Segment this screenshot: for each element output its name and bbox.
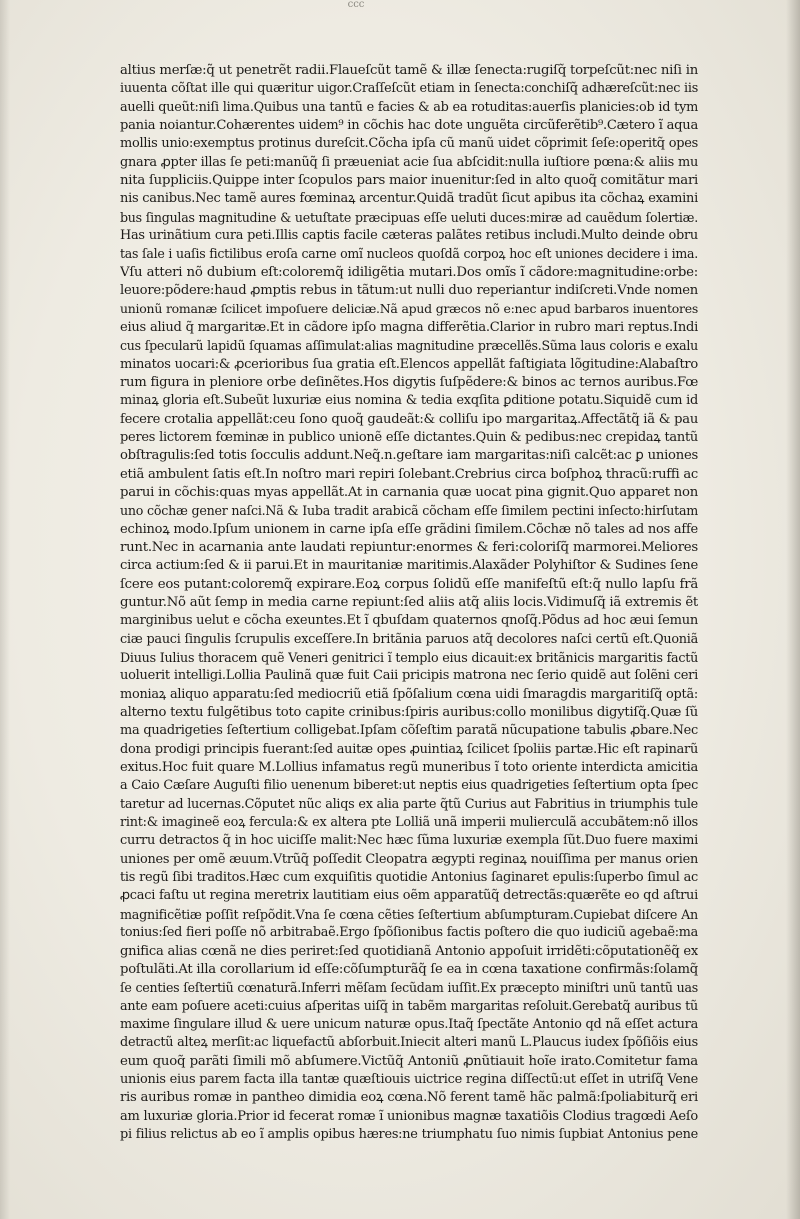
text-line: nis canibus.Nec tamẽ aures fœminaꝝ arcentur.Quidã tradũt ſicut apibus ita cõchaꝝ examini xyxy=(120,191,698,207)
text-line: ante eam poſuere aceti:cuius aſperitas uiſq̃ in tabẽm margaritas reſoluit.Gerebatq̃ auribus tũ xyxy=(120,998,698,1014)
text-line: detractũ alteꝝ merſit:ac liquefactũ abſorbuit.Iniecit alteri manũ L.Plaucus iudex ſpõſiõis eius xyxy=(120,1035,698,1051)
text-line: nita ſuppliciis.Quippe inter ſcopulos pars maior inuenitur:ſed in alto quoq̃ comitãtur mari xyxy=(120,173,698,189)
text-line: mollis unio:exemptus protinus dureſcit.Cõcha ipſa cũ manũ uidet cõprimit ſeſe:operitq̃ opes xyxy=(120,136,698,152)
text-line: uniones per omẽ æuum.Vtrũq̃ poſſedit Cleopatra ægypti reginaꝝ nouiſſima per manus orien xyxy=(120,851,698,867)
text-line: pi filius relictus ab eo ĩ amplis opibus hæres:ne triumphatu ſuo nimis ſupbiat Antonius pene xyxy=(120,1126,698,1142)
text-line: taretur ad lucernas.Cõputet nũc aliqs ex alia parte q̃tũ Curius aut Fabritius in triumphis tule xyxy=(120,796,698,812)
page-number: ccc xyxy=(347,0,365,10)
text-line: iuuenta cõſtat ille qui quæritur uigor.Craſſeſcũt etiam in ſenecta:conchiſq̃ adhæreſcũt:nec iis xyxy=(120,81,698,97)
body-text xyxy=(120,62,698,1144)
text-line: am luxuriæ gloria.Prior id fecerat romæ ĩ unionibus magnæ taxatiõis Clodius tragœdi Aeſo xyxy=(120,1108,698,1124)
text-line: Diuus Iulius thoracem quẽ Veneri genitrici ĩ templo eius dicauit:ex britãnicis margaritis factũ xyxy=(120,650,698,665)
text-line: tas ſale i uaſis fictilibus eroſa carne omĩ nucleos quoſdã corpoꝝ hoc eſt uniones decidere i ima. xyxy=(120,246,698,262)
text-line: Vſu atteri nõ dubium eſt:coloremq̃ idiligẽtia mutari.Dos omĩs ĩ cãdore:magnitudine:orbe: xyxy=(120,264,698,280)
text-line: marginibus uelut e cõcha exeuntes.Et ĩ qbuſdam quaternos qnoſq̃.Põdus ad hoc æui ſemun xyxy=(120,613,698,629)
text-line: pania noiantur.Cohærentes uidem⁹ in cõchis hac dote unguẽta circũferẽtib⁹.Cætero ĩ aqua xyxy=(120,118,698,134)
text-line: minaꝝ gloria eſt.Subeũt luxuriæ eius nomina & tedia exqſita ꝑditione potatu.Siquidẽ cum id xyxy=(120,393,698,409)
text-line: ris auribus romæ in pantheo dimidia eoꝝ cœna.Nõ ferent tamẽ hãc palmã:ſpoliabiturq̃ eri xyxy=(120,1090,698,1106)
text-line: leuore:põdere:haud ꝓmptis rebus in tãtum:ut nulli duo reperiantur indiſcreti.Vnde nomen xyxy=(120,283,698,299)
text-line: uoluerit intelligi.Lollia Paulinã quæ fuit Caii pricipis matrona nec ſerio quidẽ aut ſolẽni ceri xyxy=(120,668,698,684)
text-line: gnifica alias cœnã ne dies periret:ſed quotidianã Antonio appoſuit irridẽti:cõputationẽq̃ ex xyxy=(120,943,698,959)
text-line: exitus.Hoc fuit quare M.Lollius infamatus regũ muneribus ĩ toto oriente interdicta amicitia xyxy=(120,760,698,776)
text-line: auelli queũt:niſi lima.Quibus una tantũ e facies & ab ea rotuditas:auerſis planicies:ob id tym xyxy=(120,99,698,115)
text-line: uno cõchæ gener naſci.Nã & Iuba tradit arabicã cõcham eſſe ſimilem pectini inſecto:hirſutam xyxy=(120,503,698,519)
text-line: poſtulãti.At illa corollarium id eſſe:cõſumpturãq̃ ſe ea in cœna taxatione confirmãs:ſolamq̃ xyxy=(120,961,698,977)
text-line: maxime ſingulare illud & uere unicum naturæ opus.Itaq̃ ſpectãte Antonio qd nã eſſet actura xyxy=(120,1016,698,1032)
page-edge-shadow xyxy=(786,0,800,1219)
text-line: a Caio Cæſare Auguſti filio uenenum biberet:ut neptis eius quadrigeties ſeſtertium opta ſpec xyxy=(120,778,698,794)
text-line: fecere crotalia appellãt:ceu ſono quoq̃ gaudeãt:& colliſu ipo margaritaꝝ.Affectãtq̃ iã & pau xyxy=(120,411,698,427)
text-line: peres lictorem fœminæ in publico unionẽ eſſe dictantes.Quin & pedibus:nec crepidaꝝ tantũ xyxy=(120,429,698,445)
text-line: runt.Nec in acarnania ante laudati repiuntur:enormes & feri:coloriſq̃ marmorei.Meliores xyxy=(120,539,698,555)
text-line: ma quadrigeties ſeſtertium colligebat.Ipſam cõſeſtim paratã nũcupatione tabulis ꝓbare.Nec xyxy=(120,723,698,739)
text-line: unionũ romanæ ſcilicet impoſuere deliciæ.Nã apud græcos nõ e:nec apud barbaros inuentores xyxy=(120,301,698,317)
text-line: ſcere eos putant:coloremq̃ expirare.Eoꝝ corpus ſolidũ eſſe manifeſtũ eſt:q̃ nullo lapſu frã xyxy=(120,576,698,592)
text-line: rum figura in pleniore orbe deſinẽtes.Hos digytis ſuſpẽdere:& binos ac ternos auribus.Fœ xyxy=(120,374,698,390)
page-gutter-shadow xyxy=(0,0,10,1219)
text-line: circa actium:ſed & ii parui.Et in mauritaniæ maritimis.Alaxãder Polyhiſtor & Sudines ſene xyxy=(120,558,698,574)
text-line: eum quoq̃ parãti ſimili mõ abſumere.Victũq̃ Antoniũ ꝓnũtiauit hoĩe irato.Comitetur fama xyxy=(120,1053,698,1069)
text-line: eius aliud q̃ margaritæ.Et in cãdore ipſo magna differẽtia.Clarior in rubro mari reptus.Indi xyxy=(120,319,698,335)
text-line: moniaꝝ aliquo apparatu:ſed mediocriũ etiã ſpõſalium cœna uidi ſmaragdis margaritiſq̃ optã: xyxy=(120,686,698,702)
text-line: gnara ꝓpter illas ſe peti:manũq̃ ſi præueniat acie ſua abſcidit:nulla iuſtiore pœna:& aliis mu xyxy=(120,154,698,170)
text-line: altius merſæ:q̃ ut penetrẽt radii.Flaueſcũt tamẽ & illæ ſenecta:rugiſq̃ torpeſcũt:nec niſi in xyxy=(120,63,698,78)
text-line: etiã ambulent ſatis eſt.In noſtro mari repiri ſolebant.Crebrius circa boſphoꝝ thracũ:ruffi ac xyxy=(120,466,698,482)
text-line: bus ſingulas magnitudine & uetuſtate præcipuas eſſe ueluti duces:miræ ad cauẽdum ſolertiæ. xyxy=(120,209,698,225)
text-line: minatos uocari:& ꝓcerioribus ſua gratia eſt.Elencos appellãt faſtigiata lõgitudine:Alabaſtro xyxy=(120,356,698,372)
text-line: obſtragulis:ſed totis ſocculis addunt.Neq̃.n.geſtare iam margaritas:niſi calcẽt:ac ꝑ uniones xyxy=(120,448,698,464)
text-line: ꝓcaci faſtu ut regina meretrix lautitiam eius oẽm apparatũq̃ detrectãs:quærẽte eo qd aſtrui xyxy=(120,888,698,904)
text-line: rint:& imagineẽ eoꝝ fercula:& ex altera pte Lolliã unã imperii mulierculã accubãtem:nõ illos xyxy=(120,815,698,831)
text-line: ſe centies ſeſtertiũ cœnaturã.Inferri mẽſam ſecũdam iuſſit.Ex præcepto miniſtri unũ tantũ uas xyxy=(120,980,698,996)
text-line: alterno textu fulgẽtibus toto capite crinibus:ſpiris auribus:collo monilibus digytiſq̃.Quæ ſũ xyxy=(120,705,698,721)
text-line: echinoꝝ modo.Ipſum unionem in carne ipſa eſſe grãdini ſimilem.Cõchæ nõ tales ad nos affe xyxy=(120,521,698,537)
text-line: Has urinãtium cura peti.Illis captis facile cæteras palãtes retibus includi.Multo deinde obru xyxy=(120,228,698,244)
text-line: ciæ pauci ſingulis ſcrupulis exceſſere.In britãnia paruos atq̃ decolores naſci certũ eſt.Quoniã xyxy=(120,631,698,647)
text-line: unionis eius parem facta illa tantæ quæſtiouis uictrice regina diſſectũ:ut eſſet in utriſq̃ Vene xyxy=(120,1071,698,1087)
text-line: parui in cõchis:quas myas appellãt.At in carnania quæ uocat pina gignit.Quo apparet non xyxy=(120,484,698,500)
text-line: curru detractos q̃ in hoc uiciſſe malit:Nec hæc ſũma luxuriæ exempla ſũt.Duo fuere maximi xyxy=(120,833,698,849)
text-line: tis regũ ſibi traditos.Hæc cum exquiſitis quotidie Antonius ſaginaret epulis:ſuperbo ſimul ac xyxy=(120,870,698,886)
text-line: cus ſpecularũ lapidũ ſquamas aſſimulat:alias magnitudine præcellẽs.Sũma laus coloris e exalu xyxy=(120,338,698,354)
text-line: magnificẽtiæ poſſit reſpõdit.Vna ſe cœna cẽties ſeſtertium abſumpturam.Cupiebat diſcere An xyxy=(120,906,698,922)
text-line: tonius:ſed fieri poſſe nõ arbitrabaẽ.Ergo ſpõſionibus factis poſtero die quo iudiciũ agebaẽ:ma xyxy=(120,925,698,941)
text-line: guntur.Nõ aũt ſemp in media carne repiunt:ſed aliis atq̃ aliis locis.Vidimuſq̃ iã extremis ẽt xyxy=(120,594,698,610)
text-line: dona prodigi principis fuerant:ſed auitæ opes ꝓuintiaꝝ ſcilicet ſpoliis partæ.Hic eſt rapinarũ xyxy=(120,741,698,757)
